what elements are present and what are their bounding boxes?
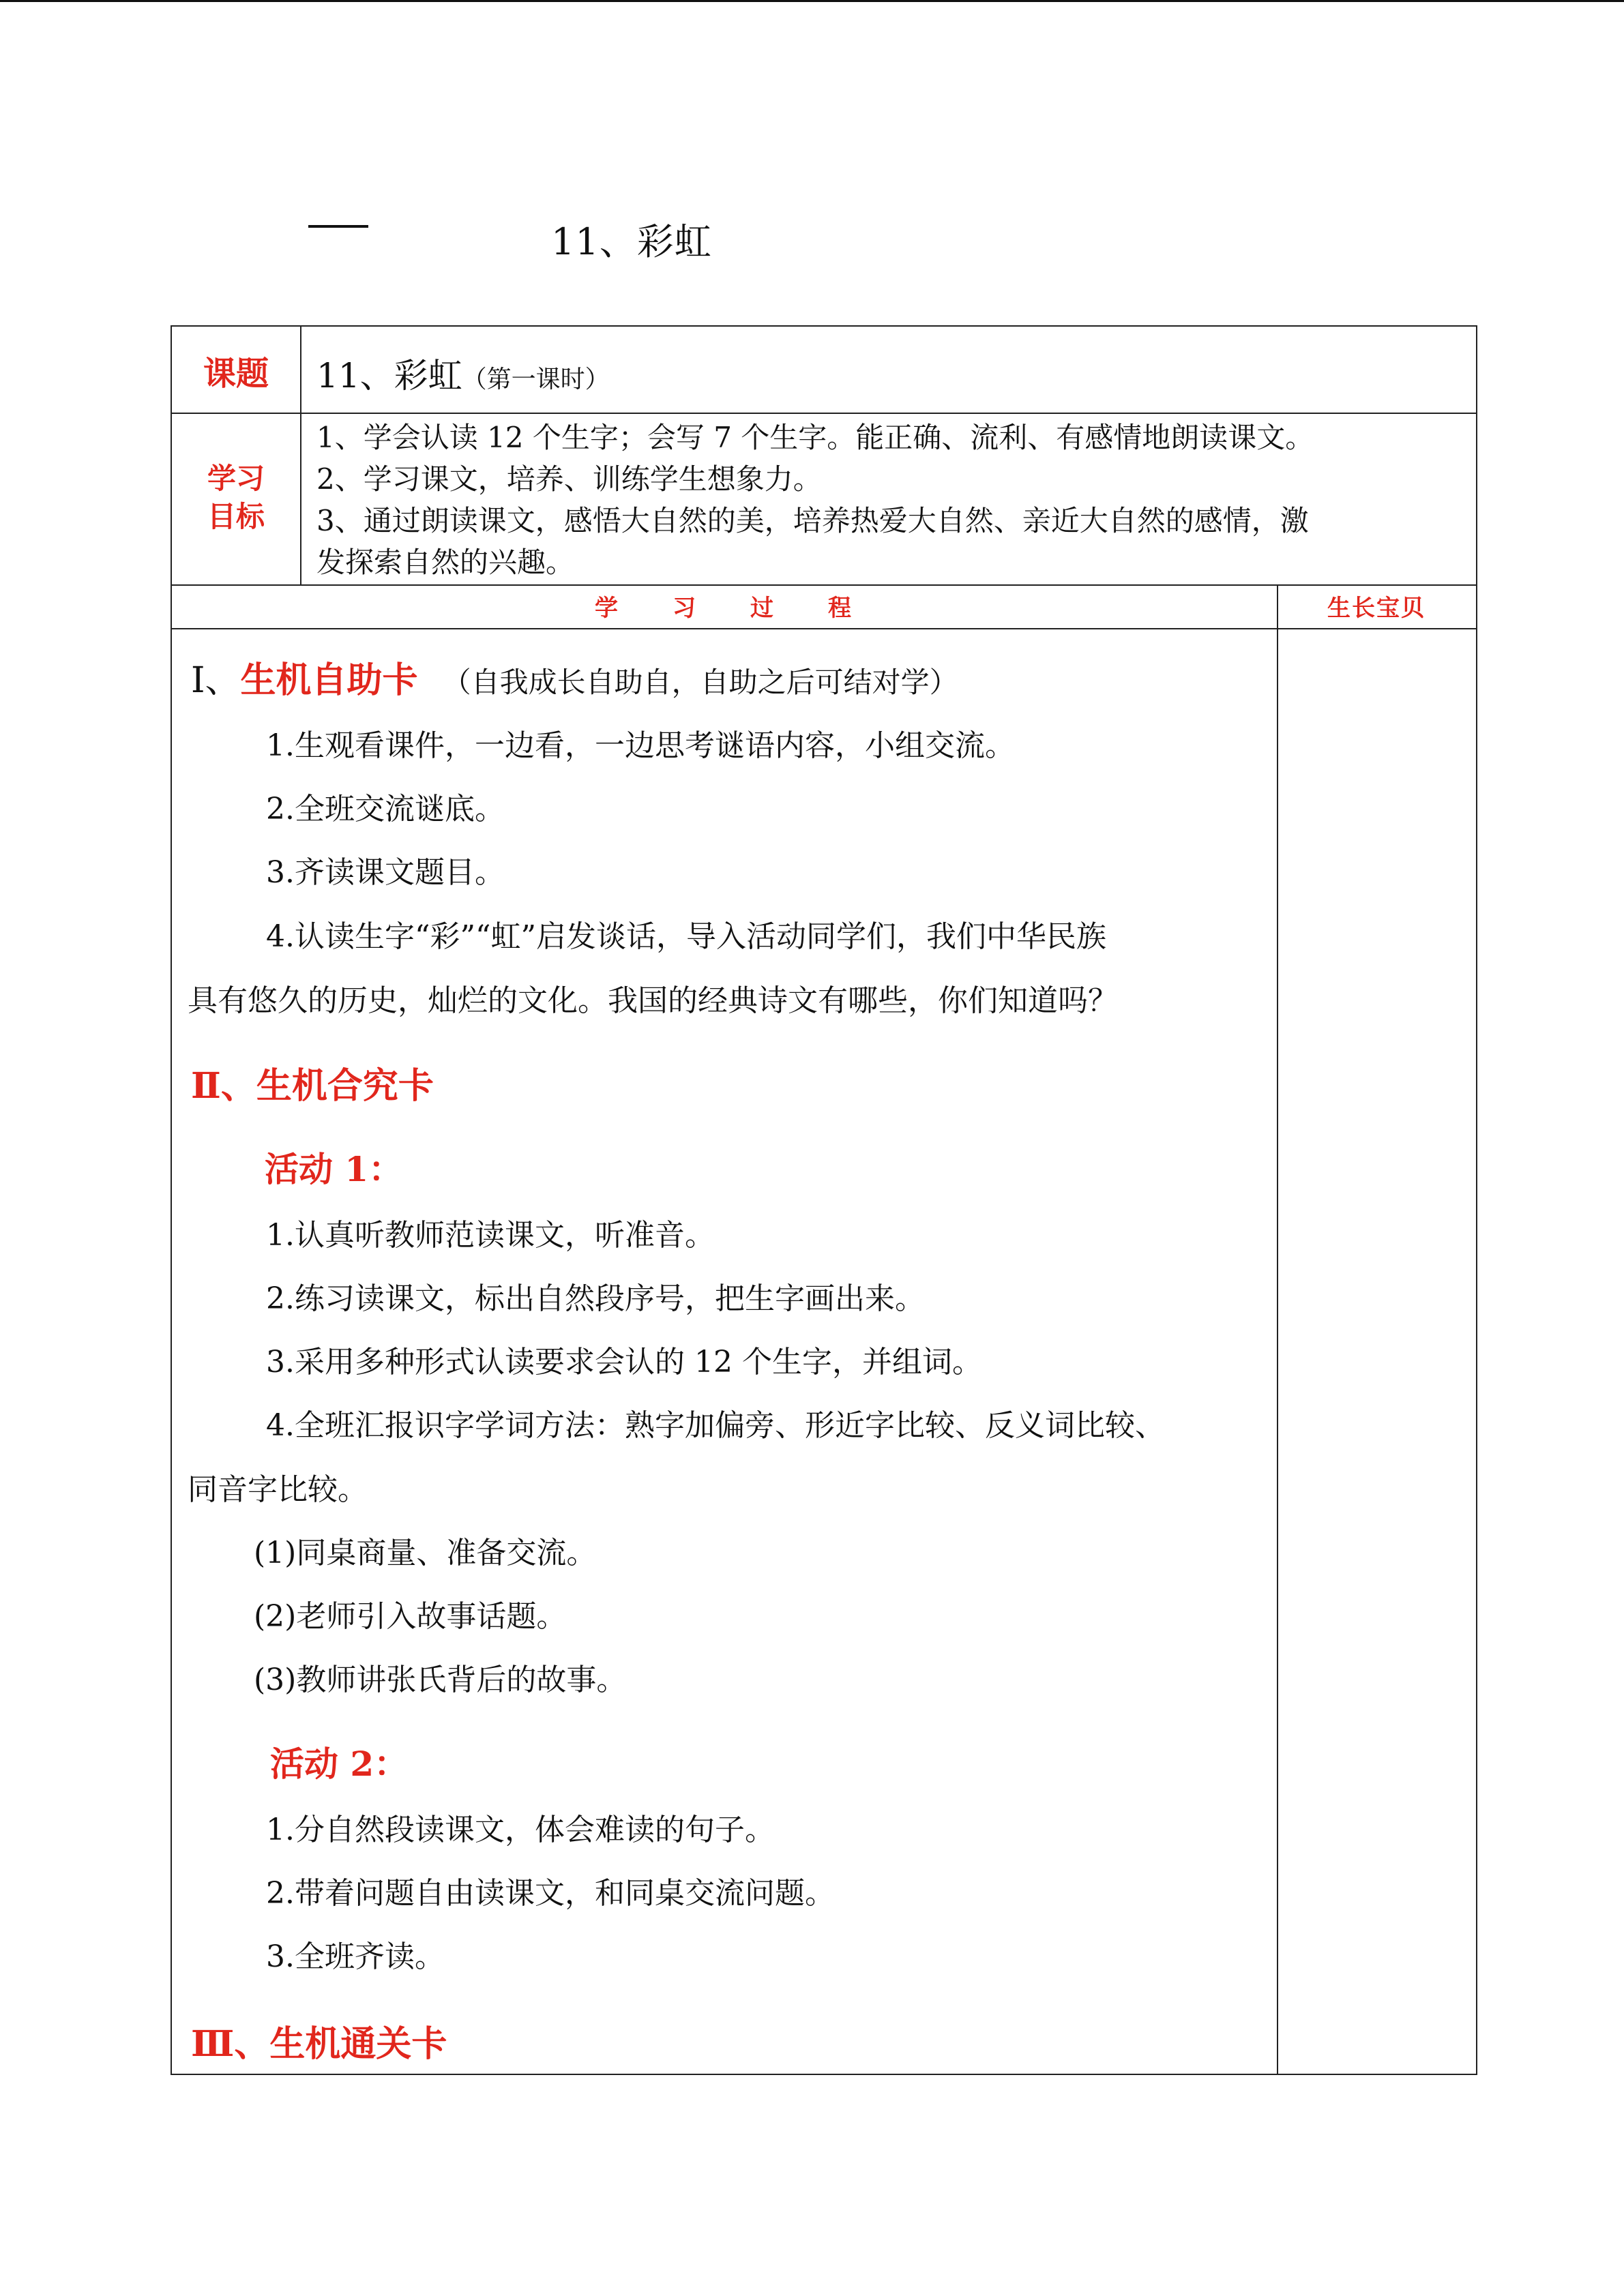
section1-title: 生机自助卡 <box>240 659 418 701</box>
activity1-item: 2.练习读课文，标出自然段序号，把生字画出来。 <box>266 1281 925 1316</box>
activity2-title: 活动 2： <box>270 1744 409 1784</box>
topic-label: 课题 <box>203 355 269 393</box>
row-divider-topic <box>172 413 1476 414</box>
process-header: 学 习 过 程 <box>595 595 854 622</box>
activity1-item: 4.全班汇报识字学词方法：熟字加偏旁、形近字比较、反义词比较、 <box>266 1408 1165 1443</box>
goal-line: 1、学会认读 12 个生字；会写 7 个生字。能正确、流利、有感情地朗读课文。 <box>316 421 1314 454</box>
page-top-border <box>0 0 1624 2</box>
section1-item: 具有悠久的历史，灿烂的文化。我国的经典诗文有哪些，你们知道吗？ <box>188 983 1118 1018</box>
activity1-item: 同音字比较。 <box>188 1472 368 1507</box>
section1-note: （自我成长自助自，自助之后可结对学） <box>442 666 958 699</box>
goal-line: 3、通过朗读课文，感悟大自然的美，培养热爱大自然、亲近大自然的感情，激 <box>316 504 1309 537</box>
section2-heading: Ⅱ、生机合究卡 <box>191 1065 434 1107</box>
goals-label <box>172 460 300 536</box>
goal-line: 2、学习课文，培养、训练学生想象力。 <box>316 462 822 496</box>
section1-item: 4.认读生字“彩”“虹”启发谈话，导入活动同学们，我们中华民族 <box>266 919 1106 954</box>
growth-header: 生长宝贝 <box>1327 595 1426 622</box>
activity1-subitem: (3)教师讲张氏背后的故事。 <box>254 1663 627 1697</box>
document-title: 11、彩虹 <box>551 220 712 263</box>
activity1-subitem: (1)同桌商量、准备交流。 <box>254 1536 597 1570</box>
header-dash <box>308 225 368 228</box>
section1-item: 2.全班交流谜底。 <box>266 792 505 826</box>
label-column-divider <box>300 327 301 584</box>
activity1-item: 1.认真听教师范读课文，听准音。 <box>266 1218 715 1253</box>
goals-text <box>316 417 1314 583</box>
topic-main: 11、彩虹 <box>316 356 462 396</box>
goal-line: 发探索自然的兴趣。 <box>316 546 575 579</box>
activity2-item: 2.带着问题自由读课文，和同桌交流问题。 <box>266 1876 835 1911</box>
topic-value <box>316 348 610 398</box>
section1-item: 3.齐读课文题目。 <box>266 855 505 890</box>
section1-item: 1.生观看课件，一边看，一边思考谜语内容，小组交流。 <box>266 728 1015 763</box>
goals-label-line1: 学习 <box>207 462 265 495</box>
row-divider-goals <box>172 584 1476 586</box>
activity1-item: 3.采用多种形式认读要求会认的 12 个生字，并组词。 <box>266 1345 982 1380</box>
growth-column-divider <box>1277 584 1278 2074</box>
activity1-subitem: (2)老师引入故事话题。 <box>254 1599 567 1634</box>
activity1-title: 活动 1： <box>265 1149 403 1189</box>
activity2-item: 1.分自然段读课文，体会难读的句子。 <box>266 1813 775 1847</box>
goals-label-line2: 目标 <box>207 500 265 533</box>
section1-roman: Ⅰ、 <box>191 660 241 701</box>
activity2-item: 3.全班齐读。 <box>266 1939 445 1974</box>
row-divider-header <box>172 628 1476 629</box>
section1-heading <box>191 651 958 702</box>
section3-heading: Ⅲ、生机通关卡 <box>191 2023 447 2065</box>
topic-sub: （第一课时） <box>462 366 610 393</box>
